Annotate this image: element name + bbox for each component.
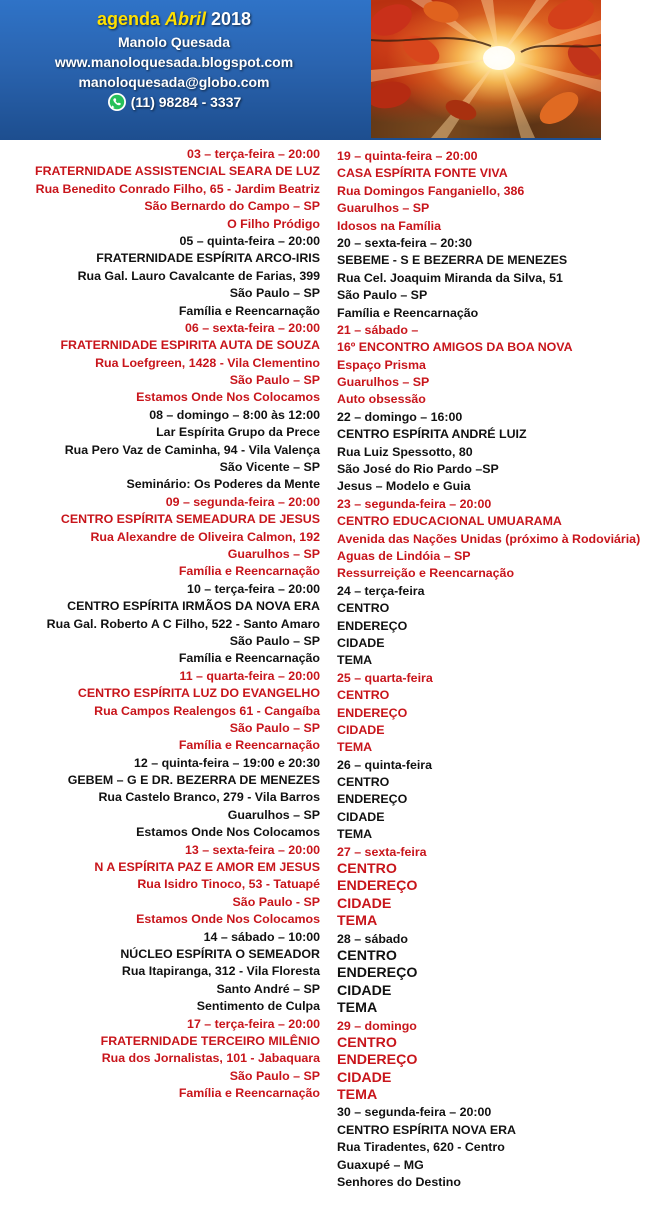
agenda-entry-line: Senhores do Destino: [337, 1175, 461, 1190]
agenda-entry-line: 10 – terça-feira – 20:00: [187, 581, 320, 596]
agenda-entry-line: 28 – sábado: [337, 931, 408, 946]
agenda-entry-line: Guaxupé – MG: [337, 1157, 424, 1172]
agenda-entry-line: ENDEREÇO: [337, 1052, 418, 1069]
agenda-entry-line: Rua Gal. Lauro Cavalcante de Farias, 399: [77, 268, 320, 283]
agenda-entry-line: 14 – sábado – 10:00: [203, 929, 320, 944]
agenda-entry-line: 12 – quinta-feira – 19:00 e 20:30: [134, 755, 320, 770]
agenda-entry-line: CENTRO: [337, 775, 390, 790]
agenda-entry-line: Guarulhos – SP: [337, 201, 430, 216]
agenda-entry-line: 27 – sexta-feira: [337, 844, 427, 859]
agenda-entry-line: CIDADE: [337, 982, 392, 999]
agenda-entry-line: São José do Rio Pardo –SP: [337, 462, 499, 477]
agenda-entry-line: Rua Alexandre de Oliveira Calmon, 192: [90, 529, 320, 544]
agenda-entry-line: 06 – sexta-feira – 20:00: [184, 320, 320, 335]
agenda-entry-line: 22 – domingo – 16:00: [337, 409, 463, 424]
agenda-entry-line: CENTRO ESPÍRITA NOVA ERA: [337, 1122, 516, 1137]
agenda-month: Abril: [164, 9, 206, 29]
agenda-entry-line: CIDADE: [337, 809, 385, 824]
agenda-entry-line: São Paulo – SP: [337, 288, 428, 303]
agenda-entry-line: São Paulo – SP: [229, 720, 320, 735]
agenda-entry-line: Família e Reencarnação: [178, 564, 320, 579]
header-text-block: [0, 6, 348, 117]
agenda-entry-line: Família e Reencarnação: [178, 651, 320, 666]
agenda-entry-line: ENDEREÇO: [337, 705, 408, 720]
agenda-entry-line: CENTRO: [337, 1034, 397, 1051]
agenda-entry-line: Idosos na Família: [337, 218, 441, 233]
agenda-entry-line: Família e Reencarnação: [178, 1086, 320, 1101]
agenda-entry-line: Rua Domingos Fanganiello, 386: [337, 183, 525, 198]
agenda-entry-line: Família e Reencarnação: [178, 738, 320, 753]
agenda-entry-line: Avenida das Nações Unidas (próximo à Rodoviária): [337, 531, 641, 546]
agenda-entry-line: Rua Isidro Tinoco, 53 - Tatuapé: [137, 877, 320, 892]
agenda-entry-line: Estamos Onde Nos Colocamos: [136, 912, 320, 927]
agenda-entry-line: CENTRO: [337, 601, 390, 616]
agenda-entry-line: CENTRO EDUCACIONAL UMUARAMA: [337, 514, 562, 529]
agenda-entry-line: Rua Castelo Branco, 279 - Vila Barros: [98, 790, 320, 805]
whatsapp-icon: [107, 92, 127, 112]
agenda-entry-line: Auto obsessão: [337, 392, 426, 407]
agenda-column-left: [0, 146, 320, 1102]
agenda-word: agenda: [96, 9, 160, 29]
agenda-entry-line: São Vicente – SP: [219, 460, 320, 475]
agenda-entry-line: TEMA: [337, 913, 378, 930]
author-name: Manolo Quesada: [117, 34, 231, 50]
agenda-entry-line: CIDADE: [337, 722, 385, 737]
agenda-entry-line: N A ESPÍRITA PAZ E AMOR EM JESUS: [94, 860, 320, 875]
agenda-entry-line: 11 – quarta-feira – 20:00: [179, 668, 320, 683]
agenda-entry-line: 20 – sexta-feira – 20:30: [337, 235, 473, 250]
agenda-entry-line: GEBEM – G E DR. BEZERRA DE MENEZES: [67, 773, 320, 788]
agenda-entry-line: 25 – quarta-feira: [337, 670, 433, 685]
agenda-entry-line: FRATERNIDADE TERCEIRO MILÊNIO: [100, 1033, 320, 1048]
agenda-entry-line: ENDEREÇO: [337, 792, 408, 807]
agenda-entry-line: 17 – terça-feira – 20:00: [187, 1016, 320, 1031]
autumn-leaves-photo: [371, 0, 601, 138]
agenda-title: [0, 6, 348, 32]
header-banner: [0, 0, 653, 140]
agenda-entry-line: CASA ESPÍRITA FONTE VIVA: [337, 166, 508, 181]
agenda-entry-line: TEMA: [337, 740, 373, 755]
agenda-entry-line: FRATERNIDADE ESPIRITA AUTA DE SOUZA: [60, 338, 320, 353]
agenda-entry-line: TEMA: [337, 827, 373, 842]
header-margin: [601, 0, 653, 140]
agenda-entry-line: CENTRO: [337, 947, 397, 964]
agenda-entry-line: ENDEREÇO: [337, 878, 418, 895]
agenda-entry-line: 26 – quinta-feira: [337, 757, 433, 772]
agenda-entry-line: Lar Espírita Grupo da Prece: [156, 425, 320, 440]
agenda-entry-line: Ressurreição e Reencarnação: [337, 566, 515, 581]
agenda-entry-line: Rua Gal. Roberto A C Filho, 522 - Santo Amaro: [46, 616, 320, 631]
agenda-entry-line: São Paulo – SP: [229, 373, 320, 388]
agenda-entry-line: 16º ENCONTRO AMIGOS DA BOA NOVA: [337, 340, 573, 355]
agenda-entry-line: Rua Loefgreen, 1428 - Vila Clementino: [95, 355, 320, 370]
agenda-entry-line: São Paulo – SP: [229, 286, 320, 301]
agenda-entry-line: FRATERNIDADE ESPÍRITA ARCO-IRIS: [96, 251, 320, 266]
agenda-entry-line: Guarulhos – SP: [227, 546, 320, 561]
agenda-entry-line: São Paulo – SP: [229, 633, 320, 648]
agenda-entry-line: ENDEREÇO: [337, 618, 408, 633]
agenda-entry-line: Rua Itapiranga, 312 - Vila Floresta: [121, 964, 320, 979]
agenda-entry-line: Estamos Onde Nos Colocamos: [136, 390, 320, 405]
agenda-entry-line: Rua Campos Realengos 61 - Cangaíba: [94, 703, 320, 718]
agenda-entry-line: 13 – sexta-feira – 20:00: [184, 842, 320, 857]
agenda-entry-line: São Paulo - SP: [232, 894, 320, 909]
agenda-entry-line: Santo André – SP: [216, 981, 320, 996]
agenda-entry-line: São Paulo – SP: [229, 1068, 320, 1083]
agenda-entry-line: Estamos Onde Nos Colocamos: [136, 825, 320, 840]
agenda-entry-line: Família e Reencarnação: [337, 305, 479, 320]
agenda-entry-line: Rua Luiz Spessotto, 80: [337, 444, 473, 459]
agenda-entry-line: CENTRO ESPÍRITA IRMÃOS DA NOVA ERA: [67, 599, 320, 614]
agenda-entry-line: CIDADE: [337, 895, 392, 912]
email-link[interactable]: manoloquesada@globo.com: [78, 74, 270, 90]
agenda-entry-line: CENTRO ESPÍRITA LUZ DO EVANGELHO: [77, 686, 320, 701]
agenda-entry-line: 29 – domingo: [337, 1018, 417, 1033]
agenda-entry-line: TEMA: [337, 1000, 378, 1017]
agenda-entry-line: CENTRO: [337, 688, 390, 703]
agenda-entry-line: ENDEREÇO: [337, 965, 418, 982]
agenda-entry-line: CENTRO ESPÍRITA ANDRÉ LUIZ: [337, 427, 527, 442]
agenda-entry-line: CIDADE: [337, 635, 385, 650]
agenda-entry-line: Guarulhos – SP: [227, 807, 320, 822]
agenda-entry-line: Jesus – Modelo e Guia: [337, 479, 471, 494]
agenda-entry-line: Espaço Prisma: [337, 357, 426, 372]
agenda-entry-line: 23 – segunda-feira – 20:00: [337, 496, 492, 511]
agenda-entry-line: 21 – sábado –: [337, 322, 419, 337]
agenda-entry-line: TEMA: [337, 1087, 378, 1104]
agenda-entry-line: Rua Benedito Conrado Filho, 65 - Jardim Beatriz: [35, 181, 320, 196]
agenda-entry-line: Guarulhos – SP: [337, 375, 430, 390]
agenda-entry-line: Família e Reencarnação: [178, 303, 320, 318]
agenda-year: 2018: [211, 9, 252, 29]
agenda-entry-line: 24 – terça-feira: [337, 583, 425, 598]
agenda-entry-line: 09 – segunda-feira – 20:00: [165, 494, 320, 509]
agenda-entry-line: Rua Cel. Joaquim Miranda da Silva, 51: [337, 270, 563, 285]
agenda-entry-line: 30 – segunda-feira – 20:00: [337, 1105, 492, 1120]
agenda-entry-line: Rua dos Jornalistas, 101 - Jabaquara: [101, 1051, 320, 1066]
phone-number: (11) 98284 - 3337: [130, 94, 242, 110]
agenda-entry-line: 05 – quinta-feira – 20:00: [179, 233, 320, 248]
agenda-entry-line: CENTRO ESPÍRITA SEMEADURA DE JESUS: [60, 512, 320, 527]
agenda-entry-line: São Bernardo do Campo – SP: [144, 199, 320, 214]
agenda-entry-line: TEMA: [337, 653, 373, 668]
agenda-entry-line: 03 – terça-feira – 20:00: [187, 147, 320, 161]
agenda-entry-line: Sentimento de Culpa: [196, 999, 320, 1014]
agenda-column-right: [337, 148, 647, 1191]
agenda-entry-line: O Filho Pródigo: [227, 216, 320, 231]
agenda-entry-line: Rua Pero Vaz de Caminha, 94 - Vila Valença: [64, 442, 320, 457]
agenda-entry-line: Aguas de Lindóia – SP: [337, 548, 471, 563]
agenda-entry-line: 19 – quinta-feira – 20:00: [337, 149, 478, 163]
agenda-entry-line: NÚCLEO ESPÍRITA O SEMEADOR: [120, 946, 320, 961]
agenda-entry-line: Seminário: Os Poderes da Mente: [126, 477, 320, 492]
agenda-entry-line: SEBEME - S E BEZERRA DE MENEZES: [337, 253, 568, 268]
phone-contact: [107, 92, 242, 112]
agenda-entry-line: CIDADE: [337, 1069, 392, 1086]
leaves-illustration: [371, 0, 601, 138]
agenda-entry-line: 08 – domingo – 8:00 às 12:00: [149, 407, 320, 422]
website-link[interactable]: www.manoloquesada.blogspot.com: [54, 54, 294, 70]
agenda-entry-line: FRATERNIDADE ASSISTENCIAL SEARA DE LUZ: [35, 164, 320, 179]
agenda-entry-line: CENTRO: [337, 861, 397, 878]
agenda-entry-line: Rua Tiradentes, 620 - Centro: [337, 1140, 505, 1155]
